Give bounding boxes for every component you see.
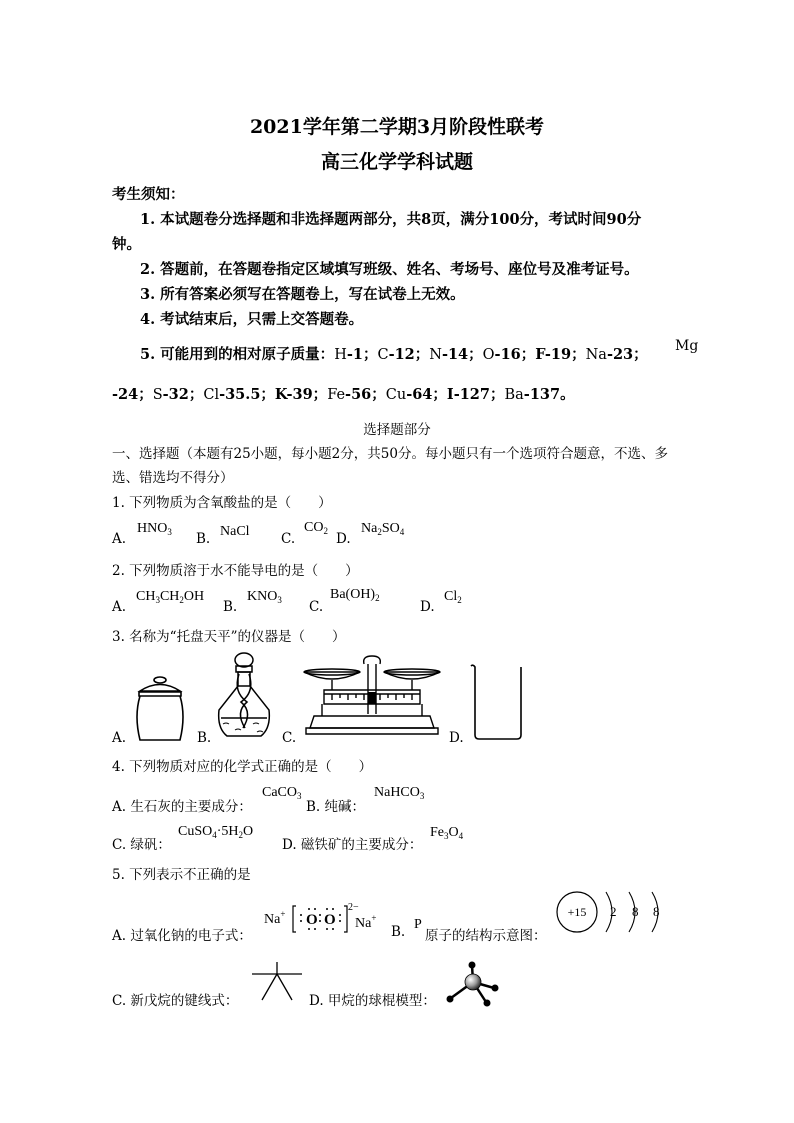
q4-option-b-label: B. 纯碱： bbox=[306, 799, 366, 815]
q1-option-b-label: B. bbox=[196, 531, 211, 547]
q3-stem: 3. 名称为“托盘天平”的仪器是（ ） bbox=[112, 629, 346, 645]
svg-text:O: O bbox=[306, 912, 318, 928]
mass-N-el: N bbox=[429, 347, 442, 363]
q4-formula-cuso4: $CuSO_4\cdot 5H_2O$ bbox=[178, 824, 254, 840]
mass-C-el: C bbox=[377, 347, 389, 363]
notice-item-5 bbox=[140, 343, 648, 364]
neopentane-skeletal-formula bbox=[250, 962, 306, 1002]
mass-Mg-el: Mg bbox=[675, 338, 699, 354]
q4-formula-fe3o4: $Fe_3O_4$ bbox=[430, 825, 464, 841]
mass-Cu-el: Cu bbox=[385, 387, 407, 403]
mass-C: -12； bbox=[388, 346, 430, 363]
section-intro: 一、选择题（本题有25小题，每小题2分，共50分。每小题只有一个选项符合题意，不选、多 bbox=[112, 446, 668, 462]
mass-F: -19； bbox=[544, 346, 586, 363]
flask-illustration bbox=[213, 652, 275, 742]
q2-option-a-label: A. bbox=[112, 599, 127, 615]
notice-item-1-cont: 钟。 bbox=[112, 236, 141, 253]
q5-option-d-label: D. 甲烷的球棍模型： bbox=[309, 993, 436, 1009]
mass-O-el: O bbox=[482, 347, 495, 363]
exam-subtitle: 高三化学学科试题 bbox=[320, 151, 473, 173]
beaker-illustration bbox=[470, 663, 526, 741]
mass-H: -1； bbox=[346, 346, 378, 363]
q2-formula-ethanol: $CH_3CH_2OH$ bbox=[136, 589, 205, 605]
section-heading: 选择题部分 bbox=[363, 422, 431, 438]
exam-title: 2021学年第二学期3月阶段性联考 bbox=[249, 116, 545, 138]
mass-N: -14； bbox=[441, 346, 483, 363]
q5-stem: 5. 下列表示不正确的是 bbox=[112, 867, 251, 883]
q3-option-a-label: A. bbox=[112, 730, 127, 746]
tray-balance-illustration bbox=[302, 656, 442, 742]
q4-option-c-label: C. 绿矾： bbox=[112, 837, 171, 853]
q5-option-b-text: 原子的结构示意图： bbox=[425, 928, 547, 944]
q2-formula-baoh2: $Ba(OH)_2$ bbox=[330, 587, 380, 603]
notice-item-2: 2. 答题前，在答题卷指定区域填写班级、姓名、考场号、座位号及准考证号。 bbox=[140, 261, 639, 278]
mass-Cl-el: Cl bbox=[203, 387, 220, 403]
q3-option-c-label: C. bbox=[282, 730, 297, 746]
notice-item-3: 3. 所有答案必须写在答题卷上，写在试卷上无效。 bbox=[140, 286, 465, 303]
notice-heading: 考生须知： bbox=[112, 186, 185, 203]
q1-stem: 1. 下列物质为含氧酸盐的是（ ） bbox=[112, 495, 332, 511]
mass-Cl: -35.5； bbox=[219, 386, 275, 403]
q4-option-d-label: D. 磁铁矿的主要成分： bbox=[282, 837, 423, 853]
notice-item-4: 4. 考试结束后，只需上交答题卷。 bbox=[140, 311, 364, 328]
q1-option-d-label: D. bbox=[336, 531, 351, 547]
q4-formula-nahco3: NaHCO$_3$ bbox=[374, 785, 425, 801]
mass-Fe-el: Fe bbox=[327, 387, 346, 403]
na-ion-right: Na+ bbox=[355, 913, 377, 931]
q3-option-d-label: D. bbox=[449, 730, 464, 746]
mass-H-el: H bbox=[334, 347, 347, 363]
q1-option-c-label: C. bbox=[281, 531, 296, 547]
q2-option-d-label: D. bbox=[420, 599, 435, 615]
q1-formula-co2: $CO_2$ bbox=[304, 520, 328, 536]
mass-Na: -23； bbox=[606, 346, 648, 363]
q2-formula-kno3: $KNO_3$ bbox=[247, 589, 282, 605]
q3-option-b-label: B. bbox=[197, 730, 212, 746]
mass-Ba-el: Ba bbox=[504, 387, 524, 403]
q1-option-a-label: A. bbox=[112, 531, 127, 547]
mass-Na-el: Na bbox=[585, 347, 607, 363]
peroxide-charge: 2− bbox=[348, 902, 359, 913]
q4-option-a-label: A. 生石灰的主要成分： bbox=[112, 799, 252, 815]
mass-I-el: I bbox=[446, 386, 454, 403]
mass-Ba: -137。 bbox=[523, 386, 575, 403]
nucleus-charge: +15 bbox=[567, 905, 587, 919]
q5-option-a-label: A. 过氧化钠的电子式： bbox=[112, 928, 252, 944]
mass-S-el: S bbox=[152, 387, 163, 403]
section-intro-cont: 选、错选均不得分） bbox=[112, 470, 234, 486]
mass-F-el: F bbox=[535, 346, 545, 363]
shell-2-count: 8 bbox=[632, 904, 639, 919]
q5-option-c-label: C. 新戊烷的键线式： bbox=[112, 993, 239, 1009]
mass-S: -32； bbox=[162, 386, 204, 403]
na-ion-left: Na+ bbox=[264, 909, 286, 927]
peroxide-electron-dot-bracket bbox=[292, 904, 348, 934]
q1-formula-nacl: NaCl bbox=[220, 524, 250, 539]
jar-illustration bbox=[130, 676, 190, 744]
q2-option-b-label: B. bbox=[223, 599, 238, 615]
notice-item-1: 1. 本试题卷分选择题和非选择题两部分，共8页，满分100分，考试时间90分 bbox=[140, 211, 642, 228]
q1-formula-hno3: $HNO_3$ bbox=[137, 521, 172, 537]
mass-O: -16； bbox=[494, 346, 536, 363]
mass-Cu: -64； bbox=[406, 386, 447, 403]
q1-formula-na2so4: $Na_2SO_4$ bbox=[361, 521, 405, 537]
methane-ball-stick-model bbox=[444, 960, 502, 1010]
notice-item-5-label: 5. 可能用到的相对原子质量： bbox=[140, 346, 335, 363]
mass-I: -127； bbox=[453, 386, 505, 403]
q4-stem: 4. 下列物质对应的化学式正确的是（ ） bbox=[112, 759, 373, 775]
mass-Fe: -56； bbox=[345, 386, 386, 403]
q5-option-b-label: B. bbox=[391, 924, 406, 940]
q2-option-c-label: C. bbox=[309, 599, 324, 615]
svg-text:O: O bbox=[324, 912, 336, 928]
q5-phosphorus-symbol: P bbox=[414, 917, 422, 932]
q2-formula-cl2: $Cl_2$ bbox=[444, 589, 462, 605]
notice-masses-line2 bbox=[112, 383, 575, 404]
q2-stem: 2. 下列物质溶于水不能导电的是（ ） bbox=[112, 563, 359, 579]
q4-formula-caco3: CaCO$_3$ bbox=[262, 785, 302, 801]
mass-K: -39； bbox=[286, 386, 328, 403]
mass-K-el: K bbox=[274, 386, 287, 403]
shell-1-count: 2 bbox=[610, 904, 617, 919]
shell-3-count: 8 bbox=[653, 904, 660, 919]
mass-Mg: -24； bbox=[112, 386, 153, 403]
